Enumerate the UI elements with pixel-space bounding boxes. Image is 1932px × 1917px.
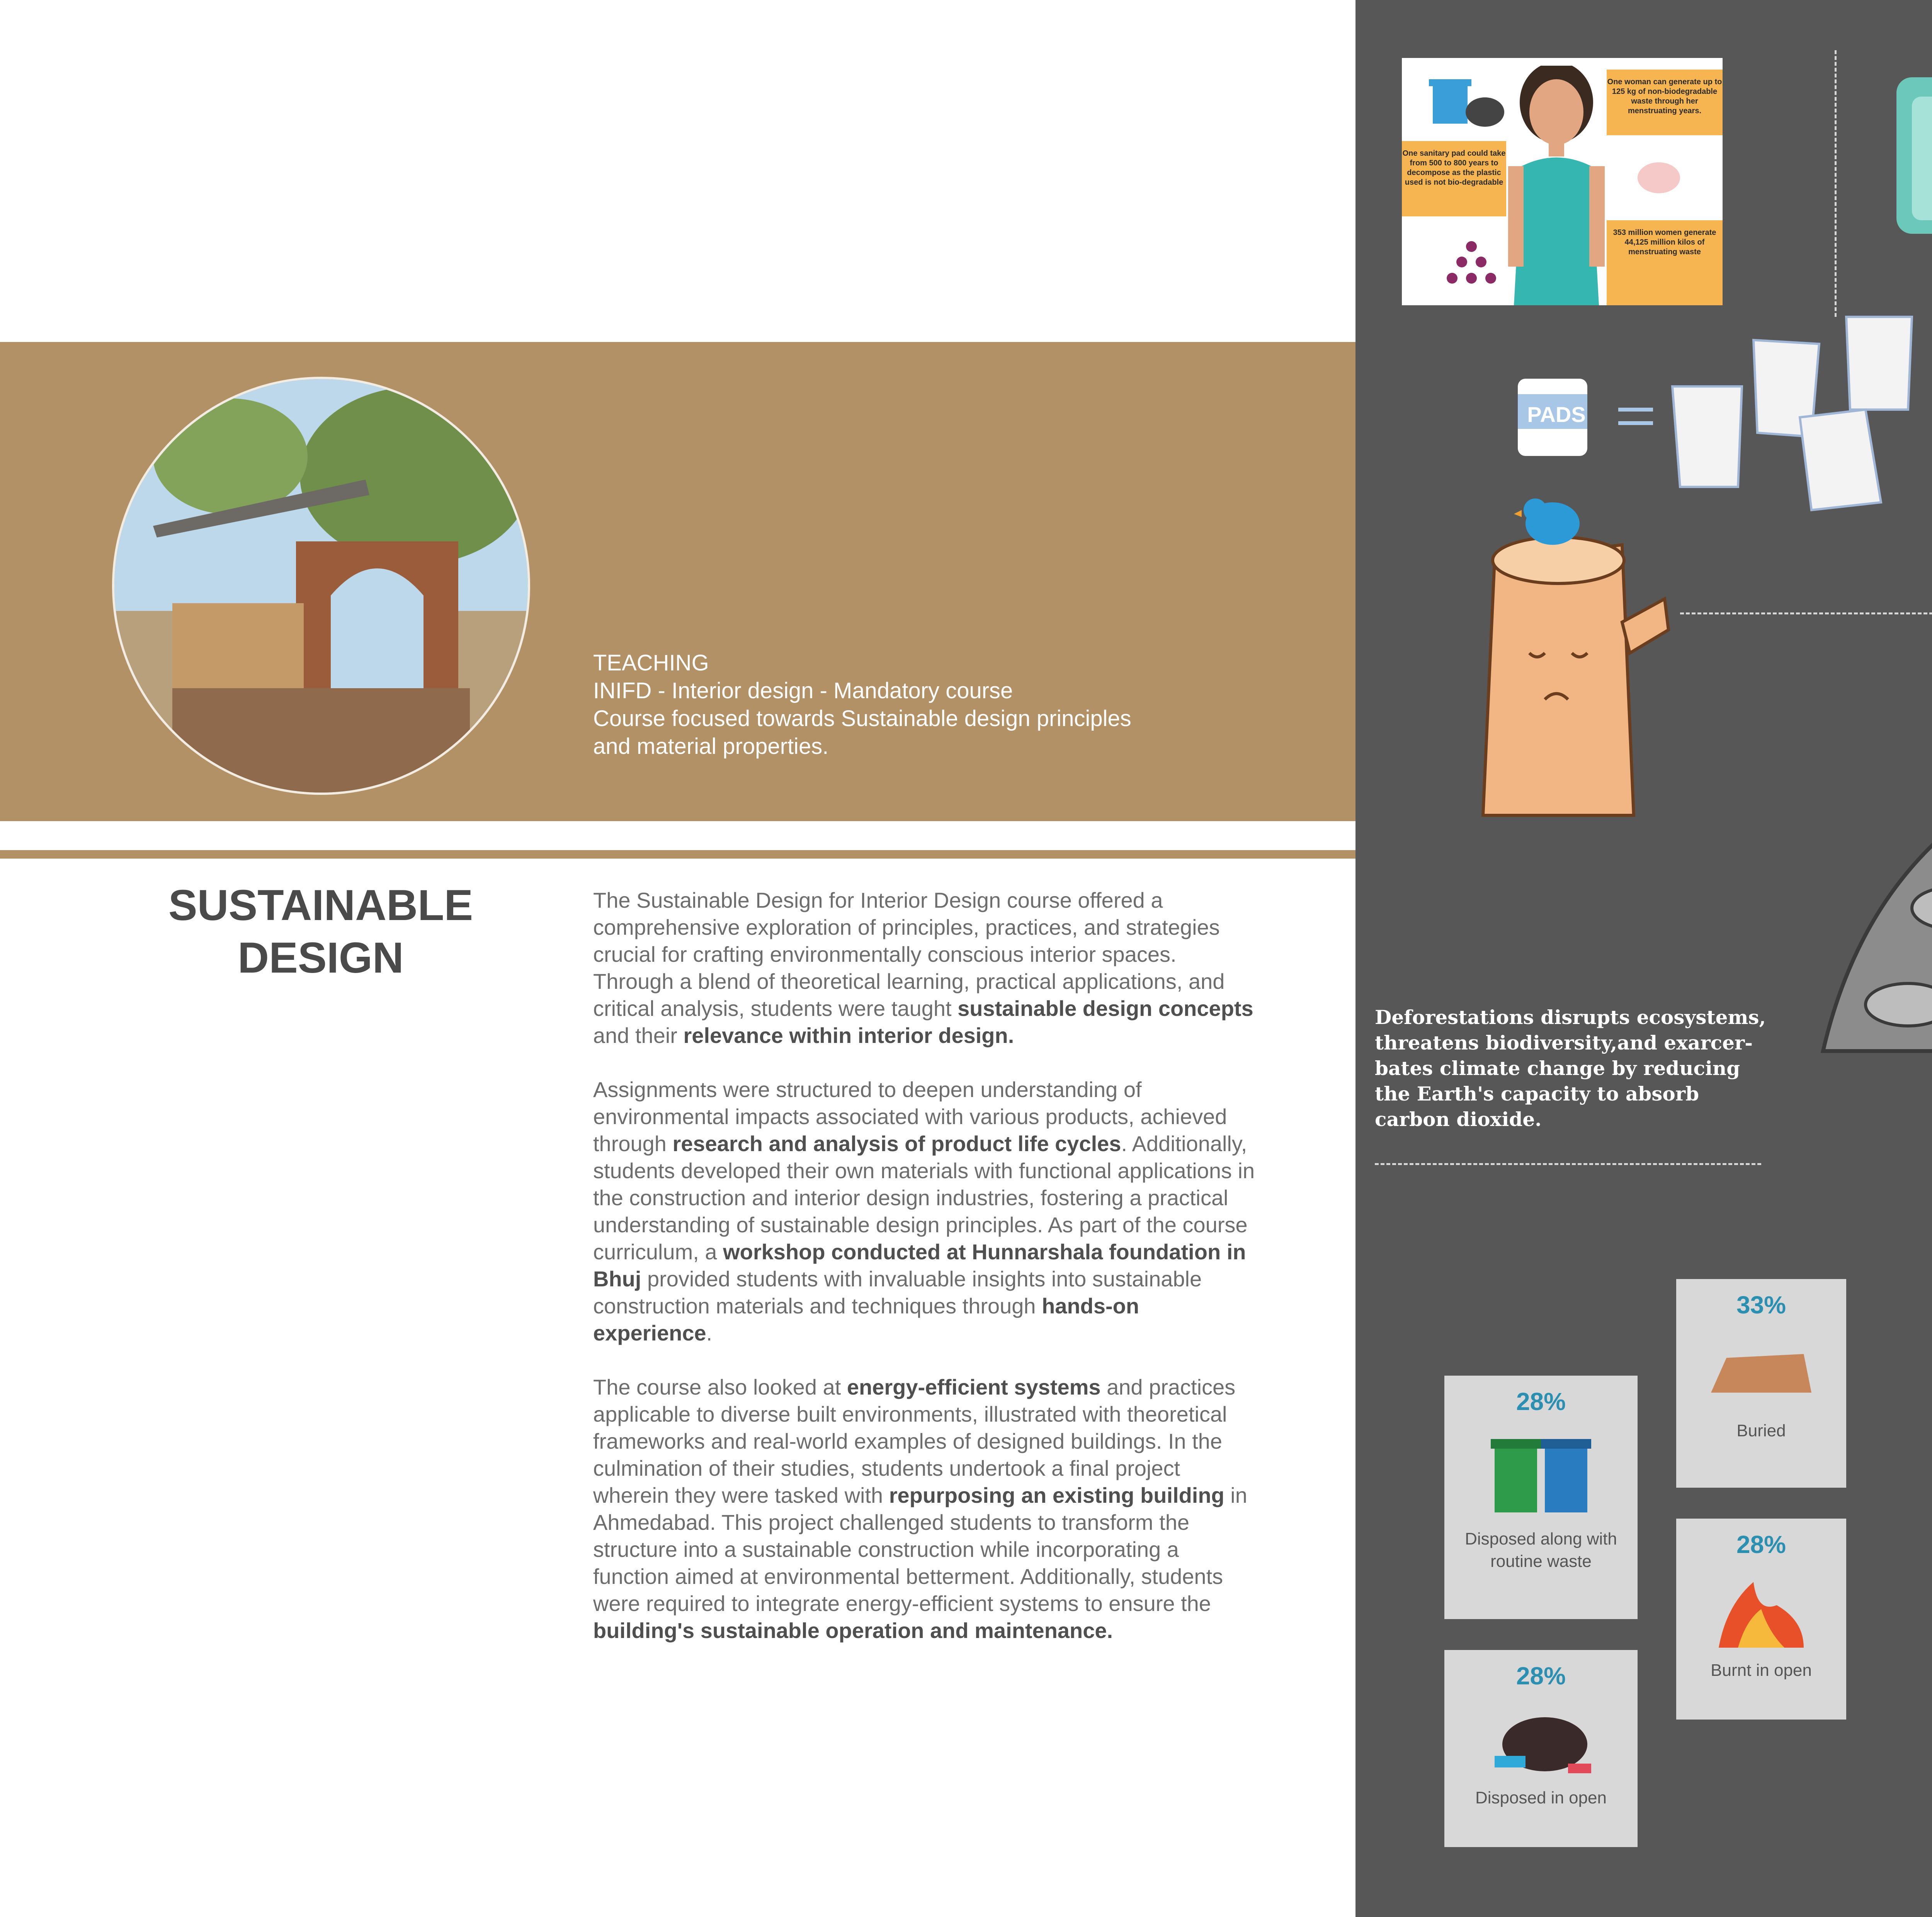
dashed-divider [1680, 612, 1932, 614]
stat-label: Disposed in open [1475, 1788, 1607, 1807]
bold-run: research and analysis of product life cycles [672, 1131, 1121, 1156]
pad-icon [1634, 155, 1684, 201]
fact-1: One woman can generate up to 125 kg of non-biodegradable waste through her menstruating years. [1607, 70, 1723, 135]
page-title [108, 879, 533, 984]
bold-run: workshop conducted at Hunnarshala foundation in Bhuj [593, 1240, 1246, 1291]
stat-card-open [1444, 1650, 1638, 1847]
text-run: The course also looked at [593, 1375, 847, 1399]
litter-icon [1479, 1698, 1603, 1783]
text-run: . Additionally, students developed their own materials with functional applications in the construction and interior design industries, fostering a practical understanding of sustainable design principles. As part of the course curriculum, a [593, 1131, 1255, 1264]
pads-label: PADS [1527, 402, 1586, 427]
right-page [1355, 0, 1932, 1917]
text-run: in Ahmedabad. This project challenged students to transform the structure into a sustainable construction while incorporating a function aimed at environmental betterment. Additionally, students were required to integrate energy-efficient systems to ensure the [593, 1483, 1247, 1616]
course-desc-2: and material properties. [593, 734, 829, 759]
paragraph-2 [593, 1076, 1258, 1347]
title-line-2: DESIGN [238, 934, 404, 982]
plastic-bags-group [1665, 301, 1932, 518]
text-run: and their [593, 1023, 684, 1048]
stat-card-routine-waste [1444, 1376, 1638, 1619]
divider-line [0, 850, 1355, 859]
upstream-label [1927, 108, 1932, 118]
stat-card-burnt [1676, 1519, 1846, 1720]
stat-label: Buried [1736, 1421, 1786, 1440]
fire-icon [1703, 1574, 1819, 1652]
waste-pile-illustration [1792, 734, 1932, 1090]
fact-3: 353 million women generate 44,125 million kilos of menstruating waste [1607, 220, 1723, 305]
bold-run: repurposing an existing building [889, 1483, 1225, 1507]
people-pyramid-icon [1440, 240, 1502, 298]
body-text [593, 887, 1258, 1671]
bold-run: energy-efficient systems [847, 1375, 1101, 1399]
soil-mound-icon [1703, 1342, 1819, 1404]
dashed-divider [1375, 1163, 1761, 1165]
dashed-divider [1835, 50, 1837, 317]
bold-run: relevance within interior design. [683, 1023, 1014, 1048]
bold-run: building's sustainable operation and maintenance. [593, 1618, 1113, 1643]
recycle-bins-icon [1483, 1424, 1599, 1524]
text-run: and practices applicable to diverse built environments, illustrated with theoretical frameworks and real-world examples of designed buildings. In the culmination of their studies, students undertook a final project wherein they were tasked with [593, 1375, 1236, 1507]
title-line-1: SUSTAINABLE [168, 881, 473, 929]
teaching-label: TEACHING [593, 650, 709, 675]
teaching-info [593, 649, 1289, 760]
woman-figure [1498, 66, 1614, 305]
bird-icon [1514, 487, 1591, 556]
equals-bar [1618, 408, 1653, 412]
text-run: . [706, 1321, 713, 1345]
fact-2: One sanitary pad could take from 500 to 800 years to decompose as the plastic used is not bio-degradable [1402, 141, 1506, 216]
stat-label: Disposed along with routine waste [1465, 1529, 1617, 1571]
equals-bar [1618, 421, 1653, 425]
paragraph-3 [593, 1374, 1258, 1644]
bold-run: hands-on experience [593, 1294, 1139, 1345]
stat-card-buried [1676, 1279, 1846, 1488]
paragraph-1 [593, 887, 1258, 1049]
course-name: INIFD - Interior design - Mandatory course [593, 678, 1013, 703]
text-run: The Sustainable Design for Interior Design course offered a comprehensive exploration of principles, practices, and strategies crucial for crafting environmentally conscious interior spaces. Through a blend of theoretical learning, practical applications, and critical analysis, students were taught [593, 888, 1225, 1021]
text-run: Assignments were structured to deepen understanding of environmental impacts associated with various products, achieved through [593, 1077, 1227, 1156]
text-run: provided students with invaluable insights into sustainable construction materials and techniques through [593, 1267, 1202, 1318]
stat-percent: 33% [1736, 1291, 1786, 1319]
stat-percent: 28% [1516, 1388, 1566, 1415]
bold-run: sustainable design concepts [957, 996, 1253, 1021]
deforestation-text: Deforestations disrupts ecosystems, threatens biodiversity,and exarcer-bates climate change by reducing the Earth's capacity to absorb carbon dioxide. [1375, 1006, 1766, 1131]
stat-percent: 28% [1516, 1662, 1566, 1690]
course-desc-1: Course focused towards Sustainable design principles [593, 706, 1131, 731]
stat-percent: 28% [1736, 1531, 1786, 1558]
site-photo [112, 377, 530, 795]
waste-infographic [1402, 58, 1723, 305]
stat-label: Burnt in open [1711, 1661, 1812, 1680]
